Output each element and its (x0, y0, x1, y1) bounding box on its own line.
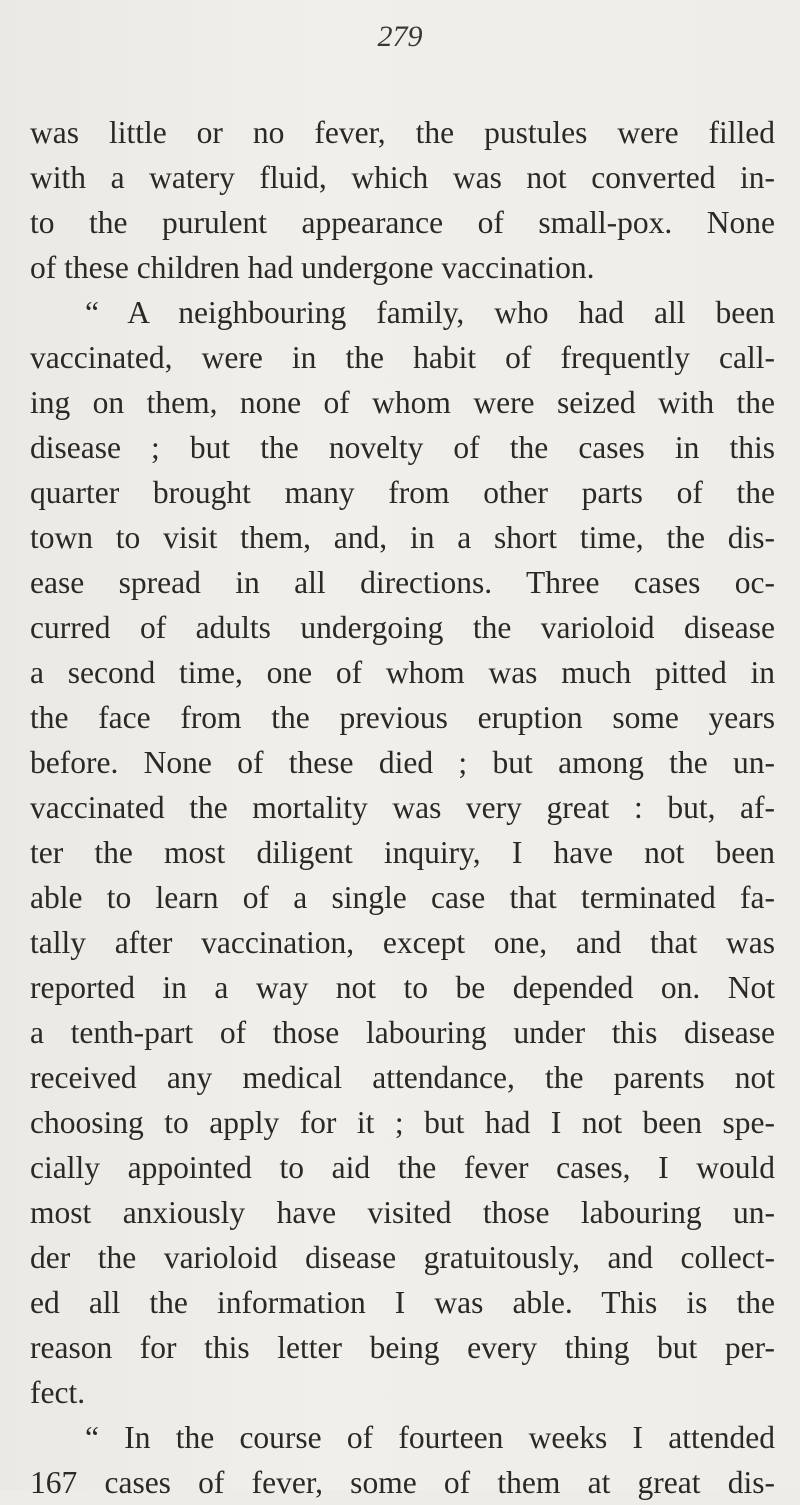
text-line: the face from the previous eruption some years (30, 700, 775, 735)
text-line: to the purulent appearance of small-pox. None (30, 205, 775, 240)
text-line: ease spread in all directions. Three cases oc- (30, 565, 775, 600)
text-line: 167 cases of fever, some of them at great dis- (30, 1465, 775, 1500)
text-line: curred of adults undergoing the varioloid disease (30, 610, 775, 645)
text-line: with a watery fluid, which was not converted in- (30, 160, 775, 195)
text-line: vaccinated the mortality was very great : but, af- (30, 790, 775, 825)
text-line: was little or no fever, the pustules were filled (30, 115, 775, 150)
text-line: a tenth-part of those labouring under this disease (30, 1015, 775, 1050)
body-text (30, 110, 775, 1505)
page-number: 279 (377, 20, 423, 53)
text-line: ter the most diligent inquiry, I have not been (30, 835, 775, 870)
text-line: disease ; but the novelty of the cases in this (30, 430, 775, 465)
text-line: able to learn of a single case that terminated fa- (30, 880, 775, 915)
text-line: received any medical attendance, the parents not (30, 1060, 775, 1095)
text-line: ed all the information I was able. This is the (30, 1285, 775, 1320)
text-line: reported in a way not to be depended on. Not (30, 970, 775, 1005)
text-line: ing on them, none of whom were seized with the (30, 385, 775, 420)
text-line: before. None of these died ; but among the un- (30, 745, 775, 780)
text-line: quarter brought many from other parts of the (30, 475, 775, 510)
text-line: reason for this letter being every thing but per- (30, 1330, 775, 1365)
text-line: choosing to apply for it ; but had I not been spe- (30, 1105, 775, 1140)
text-line: a second time, one of whom was much pitted in (30, 655, 775, 690)
text-line: “ A neighbouring family, who had all been (85, 295, 775, 330)
text-line: vaccinated, were in the habit of frequently call- (30, 340, 775, 375)
text-line: tally after vaccination, except one, and that was (30, 925, 775, 960)
text-line: “ In the course of fourteen weeks I attended (85, 1420, 775, 1455)
text-line: most anxiously have visited those labouring un- (30, 1195, 775, 1230)
text-line: fect. (30, 1375, 86, 1410)
text-line: der the varioloid disease gratuitously, and collect- (30, 1240, 775, 1275)
text-line: of these children had undergone vaccination. (30, 250, 595, 285)
text-line: town to visit them, and, in a short time, the dis- (30, 520, 775, 555)
text-line: cially appointed to aid the fever cases, I would (30, 1150, 775, 1185)
